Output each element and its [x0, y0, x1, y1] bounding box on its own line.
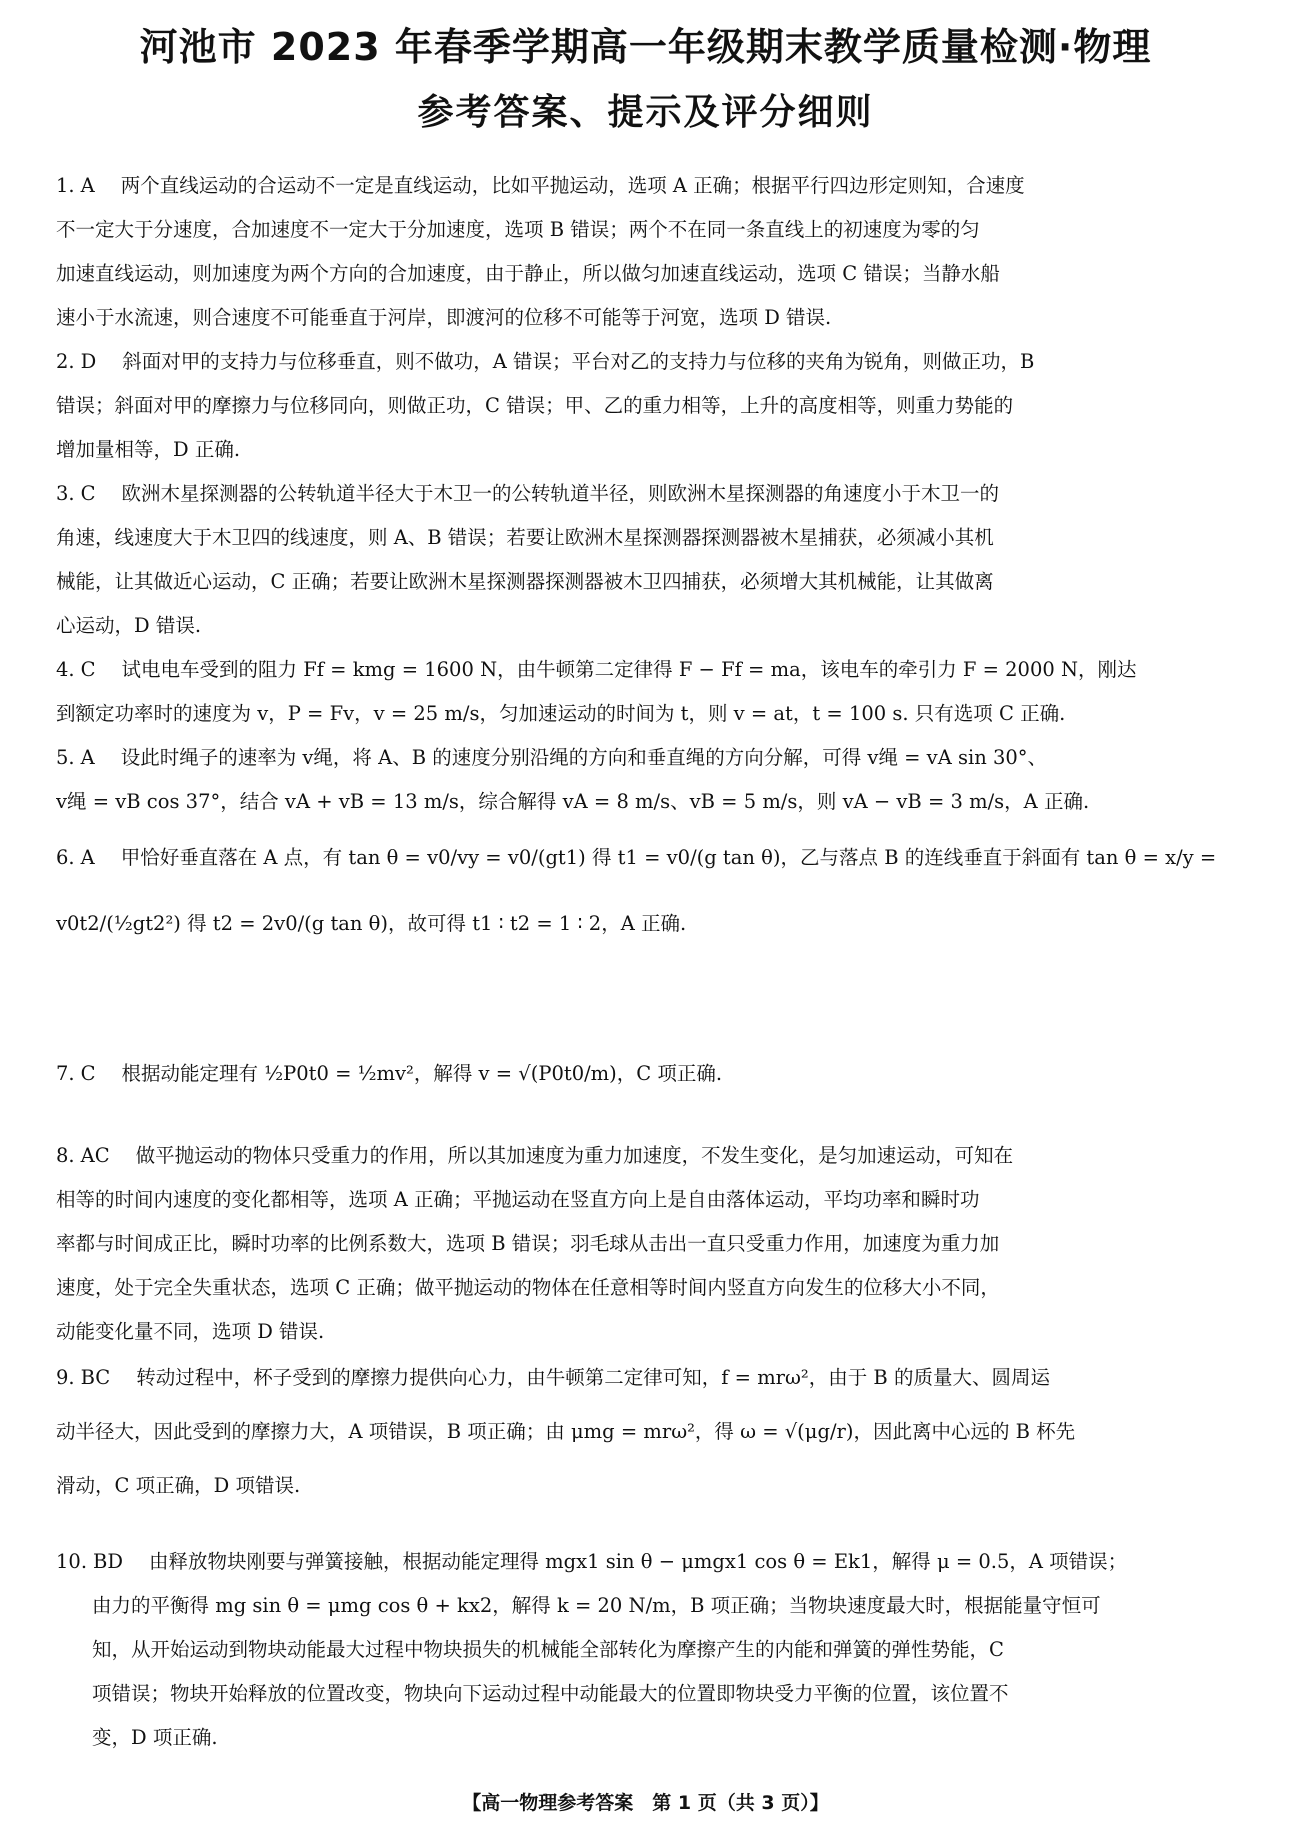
- question-number: 7.: [56, 1062, 75, 1085]
- explanation-line: v0t2/(½gt2²) 得 t2 = 2v0/(g tan θ)，故可得 t1 ∶ t2 = 1 ∶ 2，A 正确.: [56, 912, 687, 935]
- explanation-line: 率都与时间成正比，瞬时功率的比例系数大，选项 B 错误；羽毛球从击出一直只受重力作用，加速度为重力加: [56, 1232, 1000, 1255]
- answer-key: A: [80, 174, 95, 197]
- page-title: 河池市 2023 年春季学期高一年级期末教学质量检测·物理: [139, 25, 1152, 69]
- answer-item-5: [56, 736, 1246, 824]
- answer-item-3: [56, 472, 1246, 648]
- page-footer: 【高一物理参考答案 第 1 页（共 3 页）】: [462, 1792, 829, 1814]
- explanation-line: 到额定功率时的速度为 v，P = Fv，v = 25 m/s，匀加速运动的时间为 t，则 v = at，t = 100 s. 只有选项 C 正确.: [56, 702, 1066, 725]
- explanation-line: 变，D 项正确.: [92, 1726, 218, 1749]
- explanation-line: 心运动，D 错误.: [56, 614, 202, 637]
- answer-item-8: [56, 1134, 1246, 1354]
- explanation-line: 项错误；物块开始释放的位置改变，物块向下运动过程中动能最大的位置即物块受力平衡的位置，该位置不: [92, 1682, 1009, 1705]
- explanation-line: 设此时绳子的速率为 v绳，将 A、B 的速度分别沿绳的方向和垂直绳的方向分解，可得 v绳 = vA sin 30°、: [120, 746, 1048, 769]
- explanation-line: 相等的时间内速度的变化都相等，选项 A 正确；平抛运动在竖直方向上是自由落体运动，平均功率和瞬时功: [56, 1188, 980, 1211]
- explanation-line: 转动过程中，杯子受到的摩擦力提供向心力，由牛顿第二定律可知，f = mrω²，由于 B 的质量大、圆周运: [136, 1366, 1050, 1389]
- explanation-line: 做平抛运动的物体只受重力的作用，所以其加速度为重力加速度，不发生变化，是匀加速运动，可知在: [135, 1144, 1014, 1167]
- explanation-line: 速小于水流速，则合速度不可能垂直于河岸，即渡河的位移不可能等于河宽，选项 D 错误.: [56, 306, 832, 329]
- explanation-line: 加速直线运动，则加速度为两个方向的合加速度，由于静止，所以做匀加速直线运动，选项 C 错误；当静水船: [56, 262, 1000, 285]
- answer-key: C: [80, 658, 96, 681]
- answer-key: BC: [80, 1366, 111, 1389]
- explanation-line: 甲恰好垂直落在 A 点，有 tan θ = v0/vy = v0/(gt1) 得 t1 = v0/(g tan θ)，乙与落点 B 的连线垂直于斜面有 tan θ = x/y =: [120, 846, 1217, 869]
- answer-key: C: [80, 1062, 96, 1085]
- answer-key: AC: [80, 1144, 110, 1167]
- question-number: 2.: [56, 350, 75, 373]
- page-subtitle: 参考答案、提示及评分细则: [417, 92, 874, 133]
- question-number: 1.: [56, 174, 75, 197]
- question-number: 3.: [56, 482, 75, 505]
- question-number: 9.: [56, 1366, 75, 1389]
- answer-key: BD: [93, 1550, 123, 1573]
- answer-key: C: [80, 482, 96, 505]
- answer-item-1: [56, 164, 1246, 340]
- explanation-line: 试电电车受到的阻力 Ff = kmg = 1600 N，由牛顿第二定律得 F − Ff = ma，该电车的牵引力 F = 2000 N，刚达: [121, 658, 1137, 681]
- explanation-line: 不一定大于分速度，合加速度不一定大于分加速度，选项 B 错误；两个不在同一条直线上的初速度为零的匀: [56, 218, 980, 241]
- explanation-line: 由释放物块刚要与弹簧接触，根据动能定理得 mgx1 sin θ − μmgx1 cos θ = Ek1，解得 μ = 0.5，A 项错误；: [148, 1550, 1128, 1573]
- question-number: 8.: [56, 1144, 75, 1167]
- question-number: 4.: [56, 658, 75, 681]
- explanation-line: 根据动能定理有 ½P0t0 = ½mv²，解得 v = √(P0t0/m)，C 项正确.: [121, 1062, 723, 1085]
- answer-key: A: [80, 846, 95, 869]
- answer-item-7: [56, 1052, 1246, 1096]
- explanation-line: 斜面对甲的支持力与位移垂直，则不做功，A 错误；平台对乙的支持力与位移的夹角为锐角，则做正功，B: [122, 350, 1035, 373]
- explanation-line: 速度，处于完全失重状态，选项 C 正确；做平抛运动的物体在任意相等时间内竖直方向发生的位移大小不同，: [56, 1276, 1000, 1299]
- question-number: 6.: [56, 846, 75, 869]
- explanation-line: 动半径大，因此受到的摩擦力大，A 项错误，B 项正确；由 μmg = mrω²，得 ω = √(μg/r)，因此离中心远的 B 杯先: [56, 1420, 1076, 1443]
- explanation-line: 由力的平衡得 mg sin θ = μmg cos θ + kx2，解得 k = 20 N/m，B 项正确；当物块速度最大时，根据能量守恒可: [92, 1594, 1101, 1617]
- answer-key: D: [80, 350, 97, 373]
- explanation-line: 角速，线速度大于木卫四的线速度，则 A、B 错误；若要让欧洲木星探测器探测器被木星捕获，必须减小其机: [56, 526, 994, 549]
- explanation-line: 械能，让其做近心运动，C 正确；若要让欧洲木星探测器探测器被木卫四捕获，必须增大其机械能，让其做离: [56, 570, 994, 593]
- explanation-line: 知，从开始运动到物块动能最大过程中物块损失的机械能全部转化为摩擦产生的内能和弹簧的弹性势能，C: [92, 1638, 1004, 1661]
- explanation-line: 滑动，C 项正确，D 项错误.: [56, 1474, 301, 1497]
- answer-item-2: [56, 340, 1246, 472]
- explanation-line: 动能变化量不同，选项 D 错误.: [56, 1320, 325, 1343]
- explanation-line: 欧洲木星探测器的公转轨道半径大于木卫一的公转轨道半径，则欧洲木星探测器的角速度小于木卫一的: [121, 482, 1000, 505]
- answer-key: A: [80, 746, 95, 769]
- explanation-line: 增加量相等，D 正确.: [56, 438, 241, 461]
- question-number: 10.: [56, 1550, 88, 1573]
- explanation-line: 两个直线运动的合运动不一定是直线运动，比如平抛运动，选项 A 正确；根据平行四边形定则知，合速度: [120, 174, 1025, 197]
- question-number: 5.: [56, 746, 75, 769]
- answer-item-6: [56, 836, 1246, 946]
- explanation-line: 错误；斜面对甲的摩擦力与位移同向，则做正功，C 错误；甲、乙的重力相等，上升的高度相等，则重力势能的: [56, 394, 1014, 417]
- explanation-line: v绳 = vB cos 37°，结合 vA + vB = 13 m/s，综合解得 vA = 8 m/s、vB = 5 m/s，则 vA − vB = 3 m/s，A 正确.: [56, 790, 1090, 813]
- answer-item-9: [56, 1356, 1246, 1508]
- answer-item-4: [56, 648, 1246, 736]
- answer-item-10: [56, 1540, 1246, 1760]
